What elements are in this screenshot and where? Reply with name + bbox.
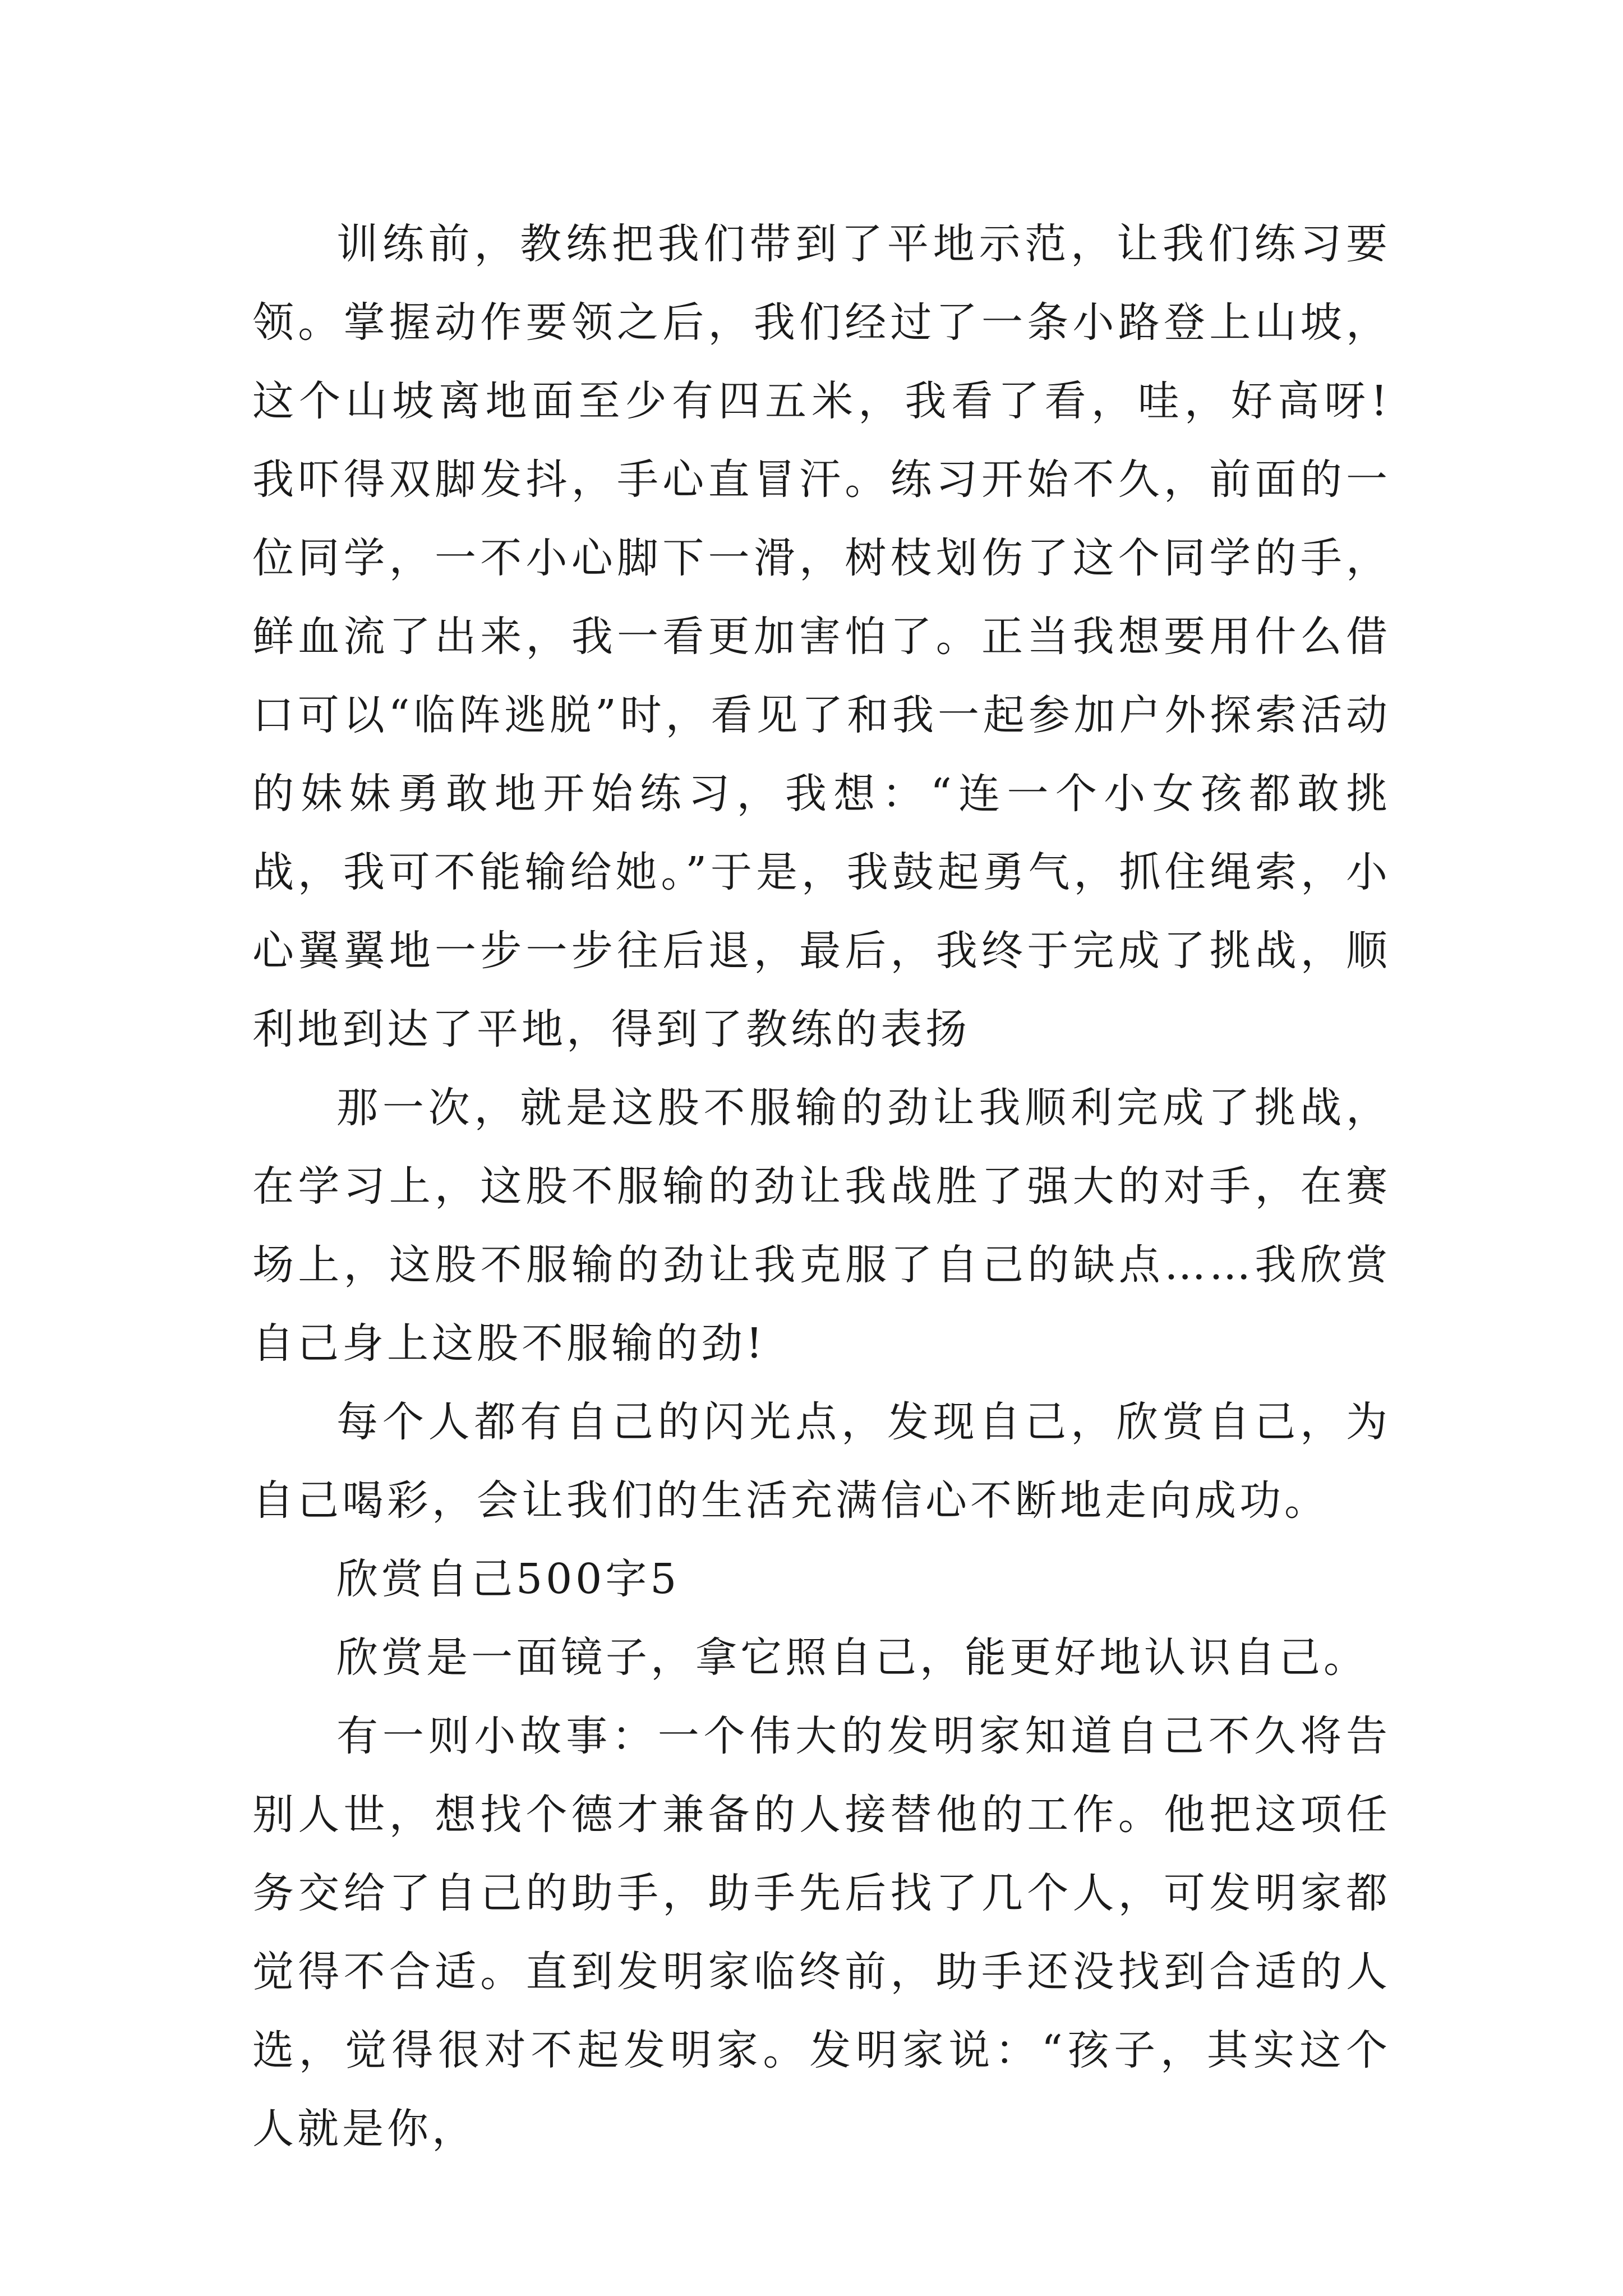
paragraph-never-give-up: 那一次，就是这股不服输的劲让我顺利完成了挑战，在学习上，这股不服输的劲让我战胜了强大的对手，在赛场上，这股不服输的劲让我克服了自己的缺点……我欣赏自己身上这股不服输的劲!: [252, 1084, 1391, 1368]
section-title: 欣赏自己500字5: [336, 1555, 680, 1603]
paragraph-story: 有一则小故事：一个伟大的发明家知道自己不久将告别人世，想找个德才兼备的人接替他的工作。他把这项任务交给了自己的助手，助手先后找了几个人，可发明家都觉得不合适。直到发明家临终前，助手还没找到合适的人选，觉得很对不起发明家。发明家说：“孩子，其实这个人就是你，: [252, 1712, 1391, 2153]
document-body: [252, 205, 1391, 2168]
paragraph-shining-point: 每个人都有自己的闪光点，发现自己，欣赏自己，为自己喝彩，会让我们的生活充满信心不断地走向成功。: [252, 1398, 1391, 1525]
paragraph-mirror: 欣赏是一面镜子，拿它照自己，能更好地认识自己。: [336, 1634, 1368, 1682]
paragraph-training: 训练前，教练把我们带到了平地示范，让我们练习要领。掌握动作要领之后，我们经过了一条小路登上山坡，这个山坡离地面至少有四五米，我看了看，哇，好高呀!我吓得双脚发抖，手心直冒汗。练习开始不久，前面的一位同学，一不小心脚下一滑，树枝划伤了这个同学的手，鲜血流了出来，我一看更加害怕了。正当我想要用什么借口可以“临阵逃脱”时，看见了和我一起参加户外探索活动的妹妹勇敢地开始练习，我想：“连一个小女孩都敢挑战，我可不能输给她。”于是，我鼓起勇气，抓住绳索，小心翼翼地一步一步往后退，最后，我终于完成了挑战，顺利地到达了平地，得到了教练的表扬: [252, 220, 1391, 1053]
